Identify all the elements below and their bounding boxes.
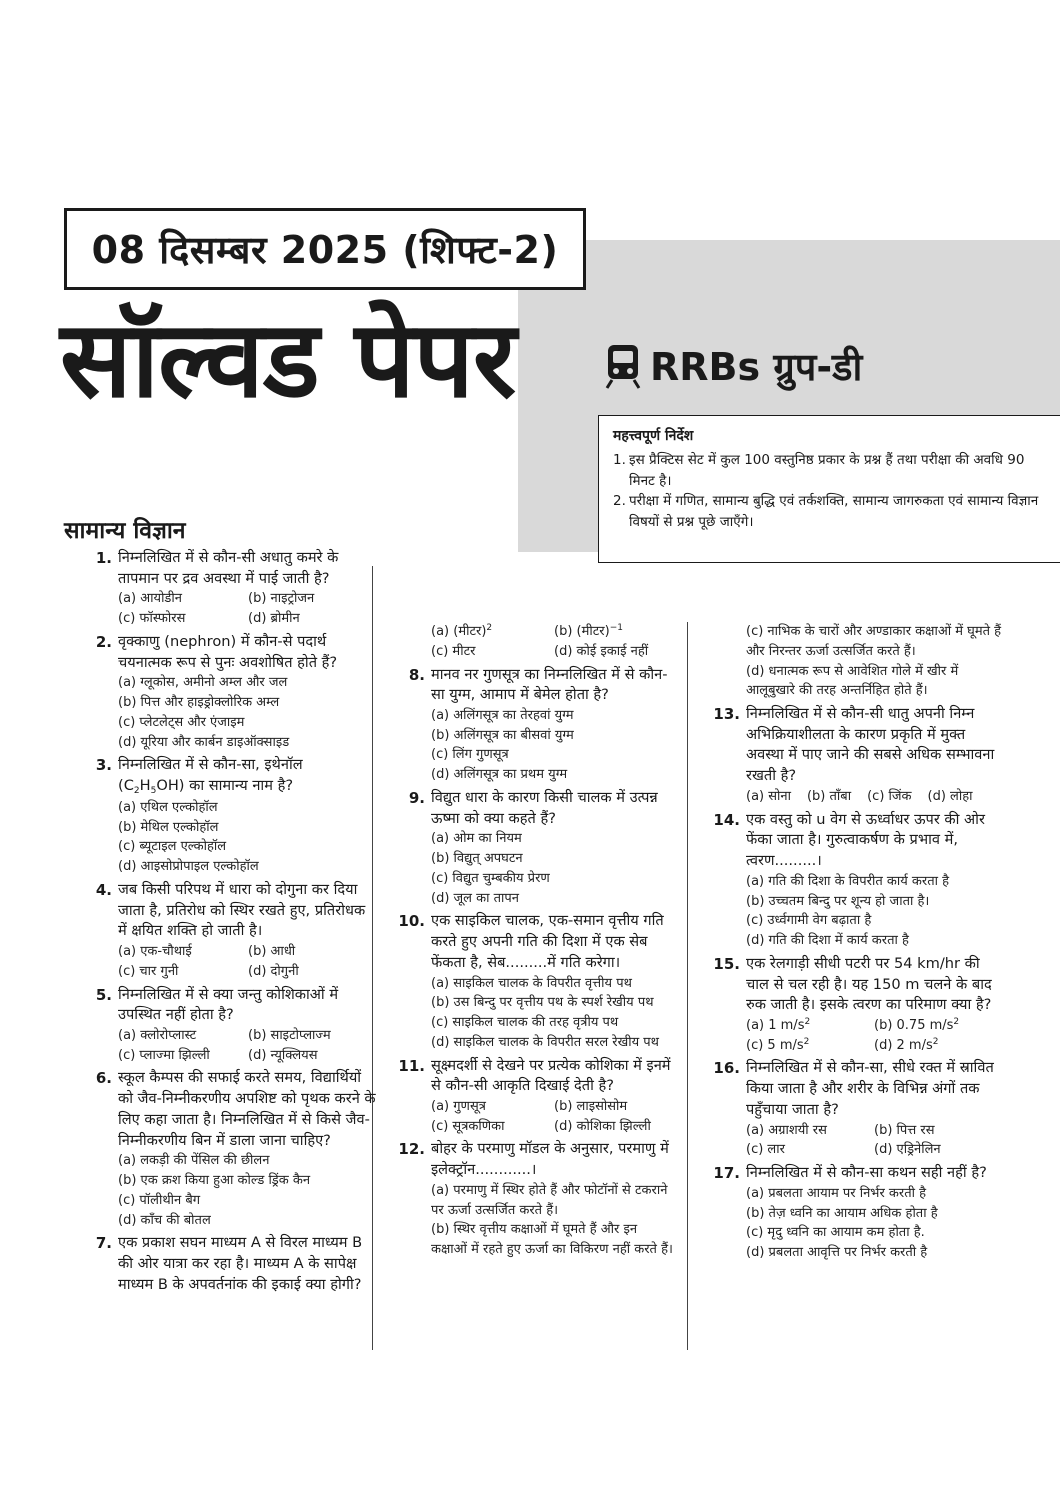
date-shift-text: 08 दिसम्बर 2025 (शिफ्ट-2) [91, 228, 559, 272]
column-3 [712, 622, 1002, 1266]
instruction-item [613, 491, 1046, 532]
option-superscript: 2 [803, 1036, 810, 1047]
option-c: (c) प्लेटलेट्स और एंजाइम [118, 714, 245, 730]
question-number: 4. [95, 880, 112, 899]
option-c: (c) चार गुनी [118, 963, 179, 979]
train-icon [604, 343, 642, 389]
question-text: स्कूल कैम्पस की सफाई करते समय, विद्यार्थियों को जैव-निम्नीकरणीय अपशिष्ट को पृथक करने के लिए कहा जाता है। निम्नलिखित में से किसे जैव-निम्नीकरणीय बिन में डाला जाना चाहिए? [118, 1069, 376, 1149]
option-b: (b) 0.75 $m/s^2$ [874, 1016, 960, 1033]
question-16 [712, 1058, 1002, 1160]
question-number: 12. [398, 1140, 425, 1159]
question-13 [712, 704, 1002, 807]
question-text: सूक्ष्मदर्शी से देखने पर प्रत्येक कोशिका में इनमें से कौन-सी आकृति दिखाई देती है? [431, 1056, 671, 1095]
question-text: निम्नलिखित में से क्या जन्तु कोशिकाओं में उपस्थित नहीं होता है? [118, 985, 339, 1024]
question-text: निम्नलिखित में से कौन-सा, सीधे रक्त में स्रावित किया जाता है और शरीर के विभिन्न अंगों तक पहुँचाया जाता है? [746, 1059, 994, 1118]
instruction-number: 2. [613, 493, 626, 510]
instruction-item [613, 450, 1046, 491]
option-a: (a) एक-चौथाई [118, 944, 192, 960]
option-b: (b) नाइट्रोजन [248, 591, 315, 607]
option-d: (d) 2 $m/s^2$ [874, 1036, 939, 1053]
instruction-text: इस प्रैक्टिस सेट में कुल 100 वस्तुनिष्ठ प्रकार के प्रश्न हैं तथा परीक्षा की अवधि 90 मिनट है। [629, 452, 1025, 489]
option-a: (a) लकड़ी की पेंसिल की छीलन [118, 1153, 270, 1169]
question-number: 6. [95, 1069, 112, 1088]
option-b: (b) साइटोप्लाज्म [248, 1027, 331, 1043]
option-b: (b) तेज़ ध्वनि का आयाम अधिक होता है [746, 1205, 938, 1221]
question-text: वृक्काणु (nephron) में कौन-से पदार्थ चयनात्मक रूप से पुनः अवशोषित होते हैं? [118, 632, 338, 671]
question-17 [712, 1163, 1002, 1263]
option-c: (c) विद्युत चुम्बकीय प्रेरण [431, 870, 550, 886]
question-15 [712, 954, 1002, 1056]
exam-label [604, 340, 862, 392]
question-14 [712, 810, 1002, 951]
question-7-options [397, 622, 677, 662]
option-a: (a) अग्राशयी रस [746, 1122, 827, 1138]
option-c: (c) लिंग गुणसूत्र [431, 747, 509, 763]
option-b: (b) आधी [248, 944, 296, 960]
column-1 [84, 548, 378, 1298]
option-a: (a) गुणसूत्र [431, 1098, 486, 1114]
option-c: (c) सूत्रकणिका [431, 1118, 505, 1134]
question-text: विद्युत धारा के कारण किसी चालक में उत्पन्न ऊष्मा को क्या कहते हैं? [431, 788, 658, 827]
question-number: 9. [408, 788, 425, 807]
option-c: (c) मृदु ध्वनि का आयाम कम होता है. [746, 1225, 925, 1241]
question-text: एक वस्तु को u वेग से ऊर्ध्वाधर ऊपर की ओर फेंका जाता है। गुरुत्वाकर्षण के प्रभाव में, त्वरण.........। [746, 810, 985, 870]
option-b: (b) (मीटर)$^{-1}$ [554, 623, 623, 639]
option-a: (a) ग्लूकोस, अमीनो अम्ल और जल [118, 675, 288, 691]
question-number: 17. [713, 1164, 740, 1183]
option-b: (b) पित्त और हाइड्रोक्लोरिक अम्ल [118, 695, 280, 711]
formula-part: (C [118, 777, 134, 795]
exam-name: RRBs ग्रुप-डी [650, 345, 863, 389]
question-12 [397, 1139, 677, 1259]
instruction-number: 1. [613, 452, 626, 469]
question-number: 5. [95, 985, 112, 1004]
question-1 [84, 548, 378, 629]
option-d: (d) दोगुनी [248, 963, 299, 979]
option-superscript: 2 [953, 1016, 960, 1027]
question-number: 11. [398, 1056, 425, 1075]
question-number: 1. [95, 549, 112, 567]
option-a: (a) अलिंगसूत्र का तेरहवां युग्म [431, 707, 574, 723]
option-d: (d) प्रबलता आवृत्ति पर निर्भर करती है [746, 1245, 928, 1261]
option-a: (a) क्लोरोप्लास्ट [118, 1027, 197, 1043]
option-b: (b) स्थिर वृत्तीय कक्षाओं में घूमते हैं और इन कक्षाओं में रहते हुए ऊर्जा का विकिरण नहीं करते हैं। [431, 1222, 673, 1258]
question-text: निम्नलिखित में से कौन-सी धातु अपनी निम्न अभिक्रियाशीलता के कारण प्रकृति में मुक्त अवस्था में पाए जाने की सबसे अधिक सम्भावना रखती है? [746, 705, 995, 785]
question-number: 16. [713, 1059, 740, 1078]
question-number: 14. [713, 810, 740, 829]
question-number: 8. [408, 665, 425, 684]
page-title: सॉल्वड पेपर [60, 298, 516, 421]
option-c: (c) प्लाज्मा झिल्ली [118, 1047, 210, 1063]
option-d: (d) जूल का तापन [431, 890, 519, 906]
formula-part: OH) का सामान्य नाम है? [156, 777, 294, 795]
question-12-options [712, 622, 1002, 701]
section-title: सामान्य विज्ञान [64, 518, 186, 544]
option-b: (b) ताँबा [806, 788, 852, 804]
option-c: (c) पॉलीथीन बैग [118, 1192, 201, 1208]
option-d: (d) कोशिका झिल्ली [554, 1118, 651, 1134]
option-d: (d) धनात्मक रूप से आवेशित गोले में खीर में आलूबुखारे की तरह अन्तर्निहित होते हैं। [746, 663, 959, 699]
option-a: (a) प्रबलता आयाम पर निर्भर करती है [746, 1185, 927, 1201]
question-text: एक साइकिल चालक, एक-समान वृत्तीय गति करते हुए अपनी गति की दिशा में एक सेब फेंकता है, सेब.........में गति करेगा। [431, 912, 664, 971]
option-d: (d) आइसोप्रोपाइल एल्कोहॉल [118, 859, 259, 875]
option-a: (a) गति की दिशा के विपरीत कार्य करता है [746, 873, 950, 889]
option-d: (d) अलिंगसूत्र का प्रथम युग्म [431, 767, 568, 783]
option-a: (a) परमाणु में स्थिर होते हैं और फोटॉनों से टकराने पर ऊर्जा उत्सर्जित करते हैं। [431, 1182, 668, 1218]
question-text: निम्नलिखित में से कौन-सी अधातु कमरे के तापमान पर द्रव अवस्था में पाई जाती है? [118, 549, 339, 587]
option-a: (a) आयोडीन [118, 591, 182, 607]
option-a: (a) ओम का नियम [431, 831, 522, 847]
option-b: (b) पित्त रस [874, 1122, 935, 1138]
option-a: (a) (मीटर)$^2$ [431, 623, 493, 639]
formula-part: H [139, 777, 151, 795]
option-superscript: 2 [486, 623, 493, 633]
option-b: (b) एक क्रश किया हुआ कोल्ड ड्रिंक कैन [118, 1173, 311, 1189]
option-c: (c) साइकिल चालक की तरह वृत्रीय पथ [431, 1015, 619, 1031]
option-c: (c) लार [746, 1142, 785, 1158]
instructions-box [598, 415, 1060, 563]
question-text: बोहर के परमाणु मॉडल के अनुसार, परमाणु में इलेक्ट्रॉन............। [431, 1140, 669, 1179]
question-8 [397, 665, 677, 785]
option-d: (d) काँच की बोतल [118, 1212, 211, 1228]
question-text: एक रेलगाड़ी सीधी पटरी पर 54 km/hr की चाल से चल रही है। यह 150 m चलने के बाद रुक जाती है। इसके त्वरण का परिमाण क्या है? [746, 954, 992, 1014]
question-text: मानव नर गुणसूत्र का निम्नलिखित में से कौन-सा युग्म, आमाप में बेमेल होता है? [431, 665, 668, 704]
option-a: (a) सोना [746, 788, 791, 804]
option-c: (c) नाभिक के चारों और अण्डाकार कक्षाओं में घूमते हैं और निरन्तर ऊर्जा उत्सर्जित करते हैं। [746, 624, 1002, 659]
question-text: एक प्रकाश सघन माध्यम A से विरल माध्यम B की ओर यात्रा कर रहा है। माध्यम A के सापेक्ष माध्यम B के अपवर्तनांक की इकाई क्या होगी? [118, 1234, 363, 1293]
option-b: (b) उस बिन्दु पर वृत्तीय पथ के स्पर्श रेखीय पथ [431, 995, 654, 1011]
question-3 [84, 755, 378, 876]
option-superscript: 2 [804, 1016, 811, 1027]
question-7 [84, 1233, 378, 1295]
option-c: (c) उर्ध्वगामी वेग बढ़ाता है [746, 913, 872, 929]
question-text: निम्नलिखित में से कौन-सा, इथेनॉल [118, 756, 303, 774]
question-number: 10. [398, 912, 425, 931]
formula-subscript: 2 [133, 786, 140, 797]
option-superscript: −1 [609, 623, 623, 633]
question-number: 3. [95, 756, 112, 775]
option-a: (a) 1 $m/s^2$ [746, 1016, 811, 1033]
question-number: 2. [95, 632, 112, 651]
question-number: 15. [713, 954, 740, 973]
question-10 [397, 911, 677, 1052]
option-b: (b) उच्चतम बिन्दु पर शून्य हो जाता है। [746, 893, 930, 909]
question-5 [84, 985, 378, 1066]
option-d: (d) साइकिल चालक के विपरीत सरल रेखीय पथ [431, 1034, 659, 1050]
question-text: जब किसी परिपथ में धारा को दोगुना कर दिया जाता है, प्रतिरोध को स्थिर रखते हुए, प्रतिरोधक में क्षयित शक्ति हो जाती है। [118, 880, 366, 940]
option-c: (c) फॉस्फोरस [118, 611, 186, 627]
column-divider [687, 622, 688, 1350]
instruction-text: परीक्षा में गणित, सामान्य बुद्धि एवं तर्कशक्ति, सामान्य जागरुकता एवं सामान्य विज्ञान विषयों से प्रश्न पूछे जाएँगे। [629, 493, 1039, 530]
option-b: (b) अलिंगसूत्र का बीसवां युग्म [431, 727, 574, 743]
option-c: (c) 5 $m/s^2$ [746, 1036, 810, 1053]
question-9 [397, 788, 677, 908]
option-superscript: 2 [932, 1036, 939, 1047]
option-a: (a) साइकिल चालक के विपरीत वृत्तीय पथ [431, 975, 632, 991]
question-number: 7. [95, 1234, 112, 1253]
option-d: (d) एड्रिनेलिन [874, 1142, 941, 1158]
instructions-title: महत्त्वपूर्ण निर्देश [613, 428, 694, 444]
formula-subscript: 5 [150, 786, 157, 797]
option-c: (c) ब्यूटाइल एल्कोहॉल [118, 839, 227, 855]
option-d: (d) ब्रोमीन [248, 611, 300, 627]
option-c: (c) जिंक [867, 788, 912, 804]
question-4 [84, 880, 378, 982]
option-d: (d) गति की दिशा में कार्य करता है [746, 933, 909, 949]
option-d: (d) लोहा [927, 788, 973, 804]
option-d: (d) यूरिया और कार्बन डाइऑक्साइड [118, 734, 290, 750]
option-b: (b) विद्युत् अपघटन [431, 851, 523, 867]
option-a: (a) एथिल एल्कोहॉल [118, 799, 218, 815]
column-2 [397, 622, 677, 1263]
option-d: (d) न्यूक्लियस [248, 1047, 318, 1063]
option-b: (b) मेथिल एल्कोहॉल [118, 819, 219, 835]
question-11 [397, 1056, 677, 1137]
question-2 [84, 632, 378, 752]
option-c: (c) मीटर [431, 643, 476, 659]
question-6 [84, 1068, 378, 1230]
question-number: 13. [713, 705, 740, 723]
date-shift-box [64, 208, 586, 290]
option-d: (d) कोई इकाई नहीं [554, 643, 649, 659]
question-text: निम्नलिखित में से कौन-सा कथन सही नहीं है? [746, 1164, 987, 1182]
option-b: (b) लाइसोसोम [554, 1098, 628, 1114]
